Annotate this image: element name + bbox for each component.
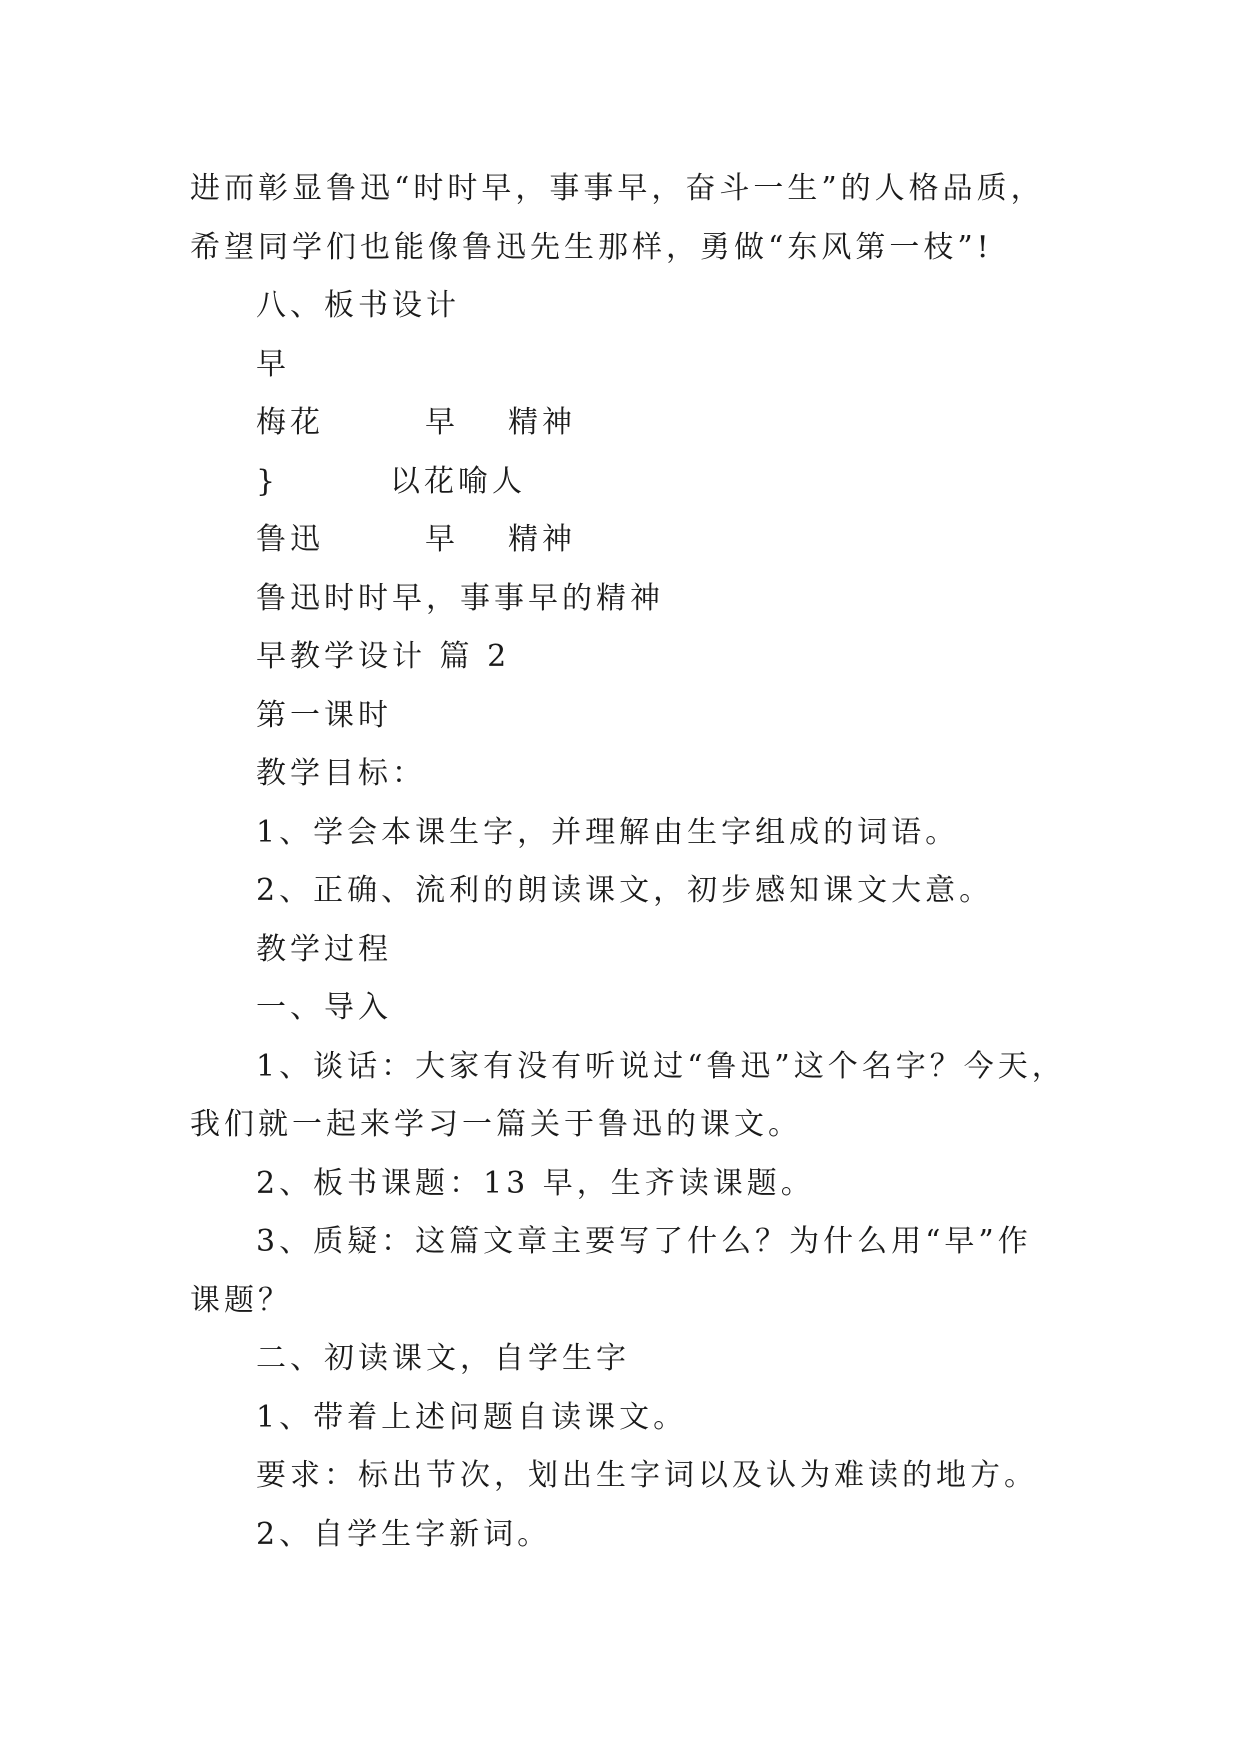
text-line: 1、谈话：大家有没有听说过“鲁迅”这个名字？今天， <box>256 1048 1066 1084</box>
text-line: 我们就一起来学习一篇关于鲁迅的课文。 <box>190 1107 802 1142</box>
text-line: 希望同学们也能像鲁迅先生那样，勇做“东风第一枝”! <box>190 229 993 265</box>
text-line: 课题？ <box>190 1282 292 1318</box>
board-cell-mid: 早 <box>425 405 459 440</box>
board-row <box>190 394 1090 453</box>
board-cell-left: 梅花 <box>256 405 324 440</box>
text-line: 3、质疑：这篇文章主要写了什么？为什么用“早”作 <box>256 1224 1032 1259</box>
text-line: 教学目标： <box>256 756 426 791</box>
text-line: 一、导入 <box>256 990 392 1025</box>
board-cell-mid: 以花喻人 <box>390 463 526 499</box>
text-line: 第一课时 <box>256 697 392 733</box>
board-cell-right: 精神 <box>508 405 576 440</box>
board-cell-left: 鲁迅 <box>256 522 324 557</box>
document-page <box>190 160 1090 1564</box>
text-line: 二、初读课文，自学生字 <box>256 1341 630 1376</box>
board-row <box>190 511 1090 570</box>
text-line: 教学过程 <box>256 931 392 967</box>
board-brace: } <box>256 463 280 499</box>
text-line: 2、板书课题：13 早，生齐读课题。 <box>256 1165 815 1201</box>
text-line: 1、带着上述问题自读课文。 <box>256 1399 688 1435</box>
text-line: 进而彰显鲁迅“时时早，事事早，奋斗一生”的人格品质， <box>190 171 1045 206</box>
board-row <box>190 453 1090 512</box>
text-line: 1、学会本课生字，并理解由生字组成的词语。 <box>256 814 960 850</box>
board-cell-right: 精神 <box>508 522 576 557</box>
board-cell-mid: 早 <box>425 522 459 557</box>
board-title: 早 <box>256 346 290 382</box>
text-line: 要求：标出节次，划出生字词以及认为难读的地方。 <box>256 1458 1038 1493</box>
text-line: 2、自学生字新词。 <box>256 1516 552 1552</box>
board-summary: 鲁迅时时早，事事早的精神 <box>256 580 664 616</box>
section-heading: 八、板书设计 <box>256 288 460 323</box>
section-title: 早教学设计 篇 2 <box>256 639 511 674</box>
text-line: 2、正确、流利的朗读课文，初步感知课文大意。 <box>256 873 994 908</box>
